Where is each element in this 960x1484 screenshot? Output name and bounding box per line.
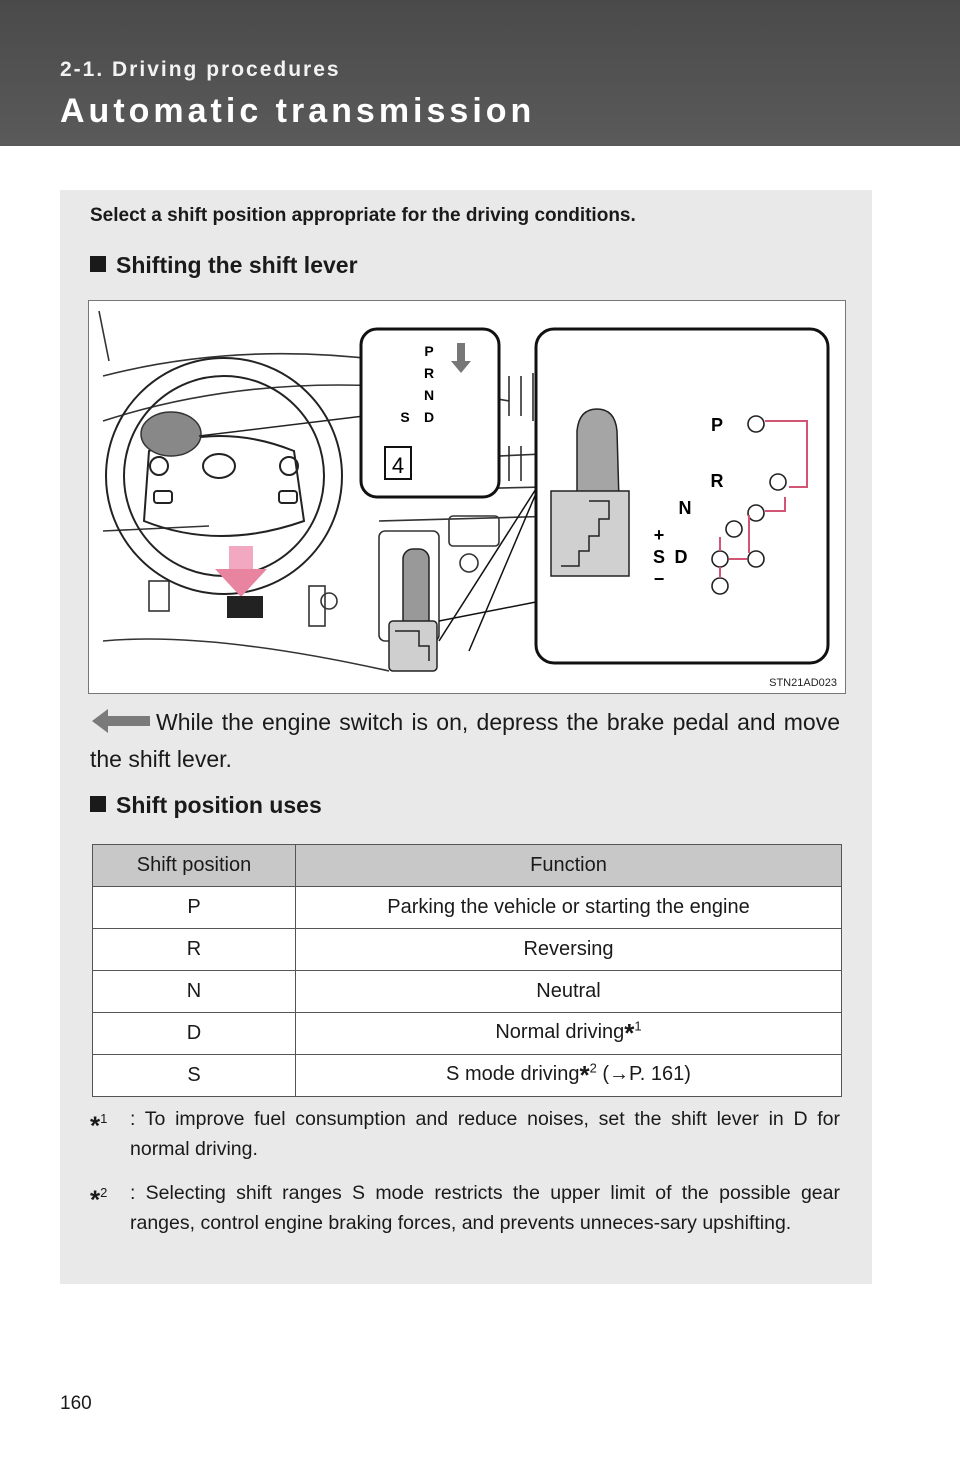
footnote-star: * <box>579 1060 590 1090</box>
footnote-ref: 2 <box>589 1060 597 1076</box>
footnote <box>90 1178 840 1238</box>
function-text: S mode driving <box>446 1063 580 1085</box>
brake-arrow-icon <box>215 546 267 618</box>
page-title: Automatic transmission <box>60 92 536 130</box>
square-bullet-icon <box>90 256 106 272</box>
function-cell <box>296 971 842 1013</box>
function-cell <box>296 1055 842 1097</box>
table-row <box>93 887 842 929</box>
inset-letter-p: P <box>424 343 434 359</box>
function-text: Neutral <box>536 980 601 1002</box>
function-cell <box>296 1013 842 1055</box>
header-function: Function <box>296 845 842 887</box>
inset-letter-d: D <box>423 409 435 425</box>
footnote-mark: *$^2$ <box>90 1184 108 1215</box>
inset-letter-n: N <box>423 387 435 403</box>
display-gear: 4 <box>391 453 405 478</box>
footnote-star: * <box>624 1018 635 1048</box>
table-row <box>93 1013 842 1055</box>
instruction-text <box>90 704 840 778</box>
instruction-body: While the engine switch is on, depress the brake pedal and move the shift lever. <box>90 709 840 772</box>
page-number: 160 <box>60 1393 92 1414</box>
function-text: Parking the vehicle or starting the engine <box>387 896 750 918</box>
position-cell: S <box>93 1055 296 1097</box>
page-reference: (→P. 161) <box>596 1063 691 1085</box>
gate-label-r: R <box>710 471 724 491</box>
intro-text: Select a shift position appropriate for the driving conditions. <box>90 205 636 226</box>
function-text: Normal driving <box>495 1021 625 1043</box>
subhead-shifting <box>90 252 358 279</box>
footnote-ref: 1 <box>634 1018 642 1034</box>
position-cell: P <box>93 887 296 929</box>
function-text: Reversing <box>523 938 614 960</box>
shift-position-table <box>92 844 842 1097</box>
gate-label-plus: + <box>653 525 665 545</box>
page-header <box>0 0 960 146</box>
position-cell: R <box>93 929 296 971</box>
subhead-uses <box>90 792 322 819</box>
gate-label-minus: − <box>653 569 665 589</box>
footnotes <box>90 1104 840 1252</box>
footnote-text: : To improve fuel consumption and reduce noises, set the shift lever in D for normal driving. <box>130 1108 840 1160</box>
footnote-mark: *$^1$ <box>90 1110 108 1141</box>
subhead-uses-label: Shift position uses <box>116 792 322 818</box>
shift-lever-illustration <box>89 301 845 693</box>
section-label: 2-1. Driving procedures <box>60 58 341 81</box>
gate-label-d: D <box>674 547 688 567</box>
subhead-shifting-label: Shifting the shift lever <box>116 252 358 278</box>
inset-letter-s: S <box>400 409 410 425</box>
gate-label-n: N <box>678 498 692 518</box>
square-bullet-icon <box>90 796 106 812</box>
table-row <box>93 1055 842 1097</box>
shift-gate-inset <box>469 329 828 663</box>
footnote <box>90 1104 840 1164</box>
position-cell: D <box>93 1013 296 1055</box>
console-shift-lever-icon <box>389 481 541 671</box>
gate-label-s: S <box>652 547 666 567</box>
gate-label-p: P <box>710 415 724 435</box>
left-arrow-icon <box>90 707 152 735</box>
table-row <box>93 929 842 971</box>
header-shift-position: Shift position <box>93 845 296 887</box>
table-row <box>93 971 842 1013</box>
position-cell: N <box>93 971 296 1013</box>
inset-letter-r: R <box>423 365 435 381</box>
shift-lever-figure <box>88 300 846 694</box>
figure-id: STN21AD023 <box>769 677 837 689</box>
function-cell <box>296 887 842 929</box>
function-cell <box>296 929 842 971</box>
footnote-text: : Selecting shift ranges S mode restricts the upper limit of the possible gear ranges, control engine braking forces, and prevents unneces-sary upshifting. <box>130 1182 840 1234</box>
table-header-row <box>93 845 842 887</box>
